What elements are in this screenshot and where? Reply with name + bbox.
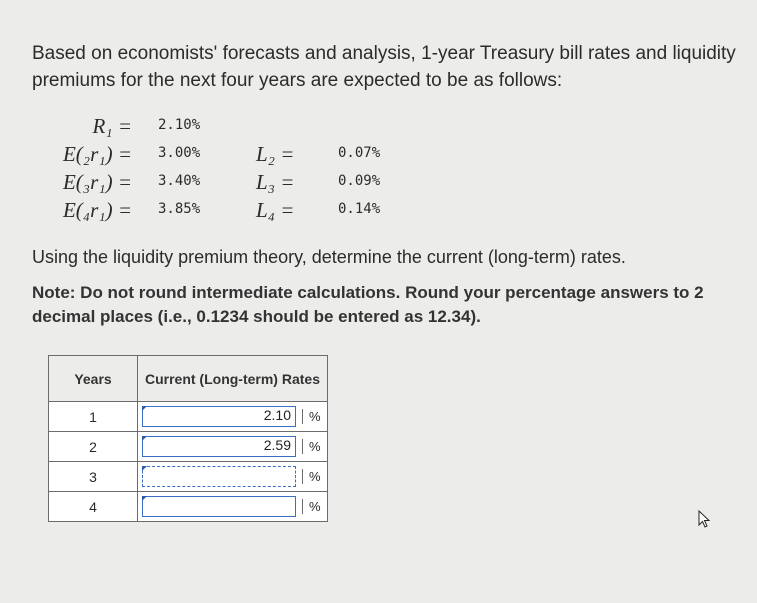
formula-lhs: R₁ = [92,114,132,138]
rate-input-year-1[interactable]: 2.10 [142,406,296,427]
premium-value: 0.14% [338,201,381,217]
formula-lhs: E(₄r₁) = [62,198,132,222]
question-text: Using the liquidity premium theory, determine the current (long-term) rates. [32,247,626,267]
year-cell: 1 [49,402,138,432]
rate-cell [138,492,328,522]
year-cell: 4 [49,492,138,522]
rates-header: Current (Long-term) Rates [138,356,328,402]
table-row [49,432,328,462]
rate-cell [138,462,328,492]
premium-value: 0.07% [338,145,381,161]
premium-lhs: L₃ = [256,170,295,194]
premium-lhs: L₄ = [256,198,295,222]
formula-lhs: E(₃r₁) = [62,170,132,194]
answer-table [48,355,328,522]
year-cell: 2 [49,432,138,462]
formula-value: 3.85% [158,201,201,217]
premium-lhs: L₂ = [256,142,295,166]
rate-input-year-2[interactable]: 2.59 [142,436,296,457]
formula-value: 2.10% [158,117,201,133]
rate-input-year-3[interactable] [142,466,296,487]
rate-cell [138,432,328,462]
years-header: Years [49,356,138,402]
formula-value: 3.00% [158,145,201,161]
problem-intro: Based on economists' forecasts and analysis, 1-year Treasury bill rates and liquidity premiums for the next four years are expected to be as follows: [32,43,736,91]
table-row [49,462,328,492]
percent-unit: % [302,499,323,514]
year-cell: 3 [49,462,138,492]
percent-unit: % [302,409,323,424]
rate-cell [138,402,328,432]
percent-unit: % [302,469,323,484]
formula-lhs: E(₂r₁) = [62,142,132,166]
formula-value: 3.40% [158,173,201,189]
percent-unit: % [302,439,323,454]
rate-input-year-4[interactable] [142,496,296,517]
rounding-note: Note: Do not round intermediate calculations. Round your percentage answers to 2 decimal places (i.e., 0.1234 should be entered as 12.34). [32,283,704,326]
premium-value: 0.09% [338,173,381,189]
table-row [49,402,328,432]
table-row [49,492,328,522]
